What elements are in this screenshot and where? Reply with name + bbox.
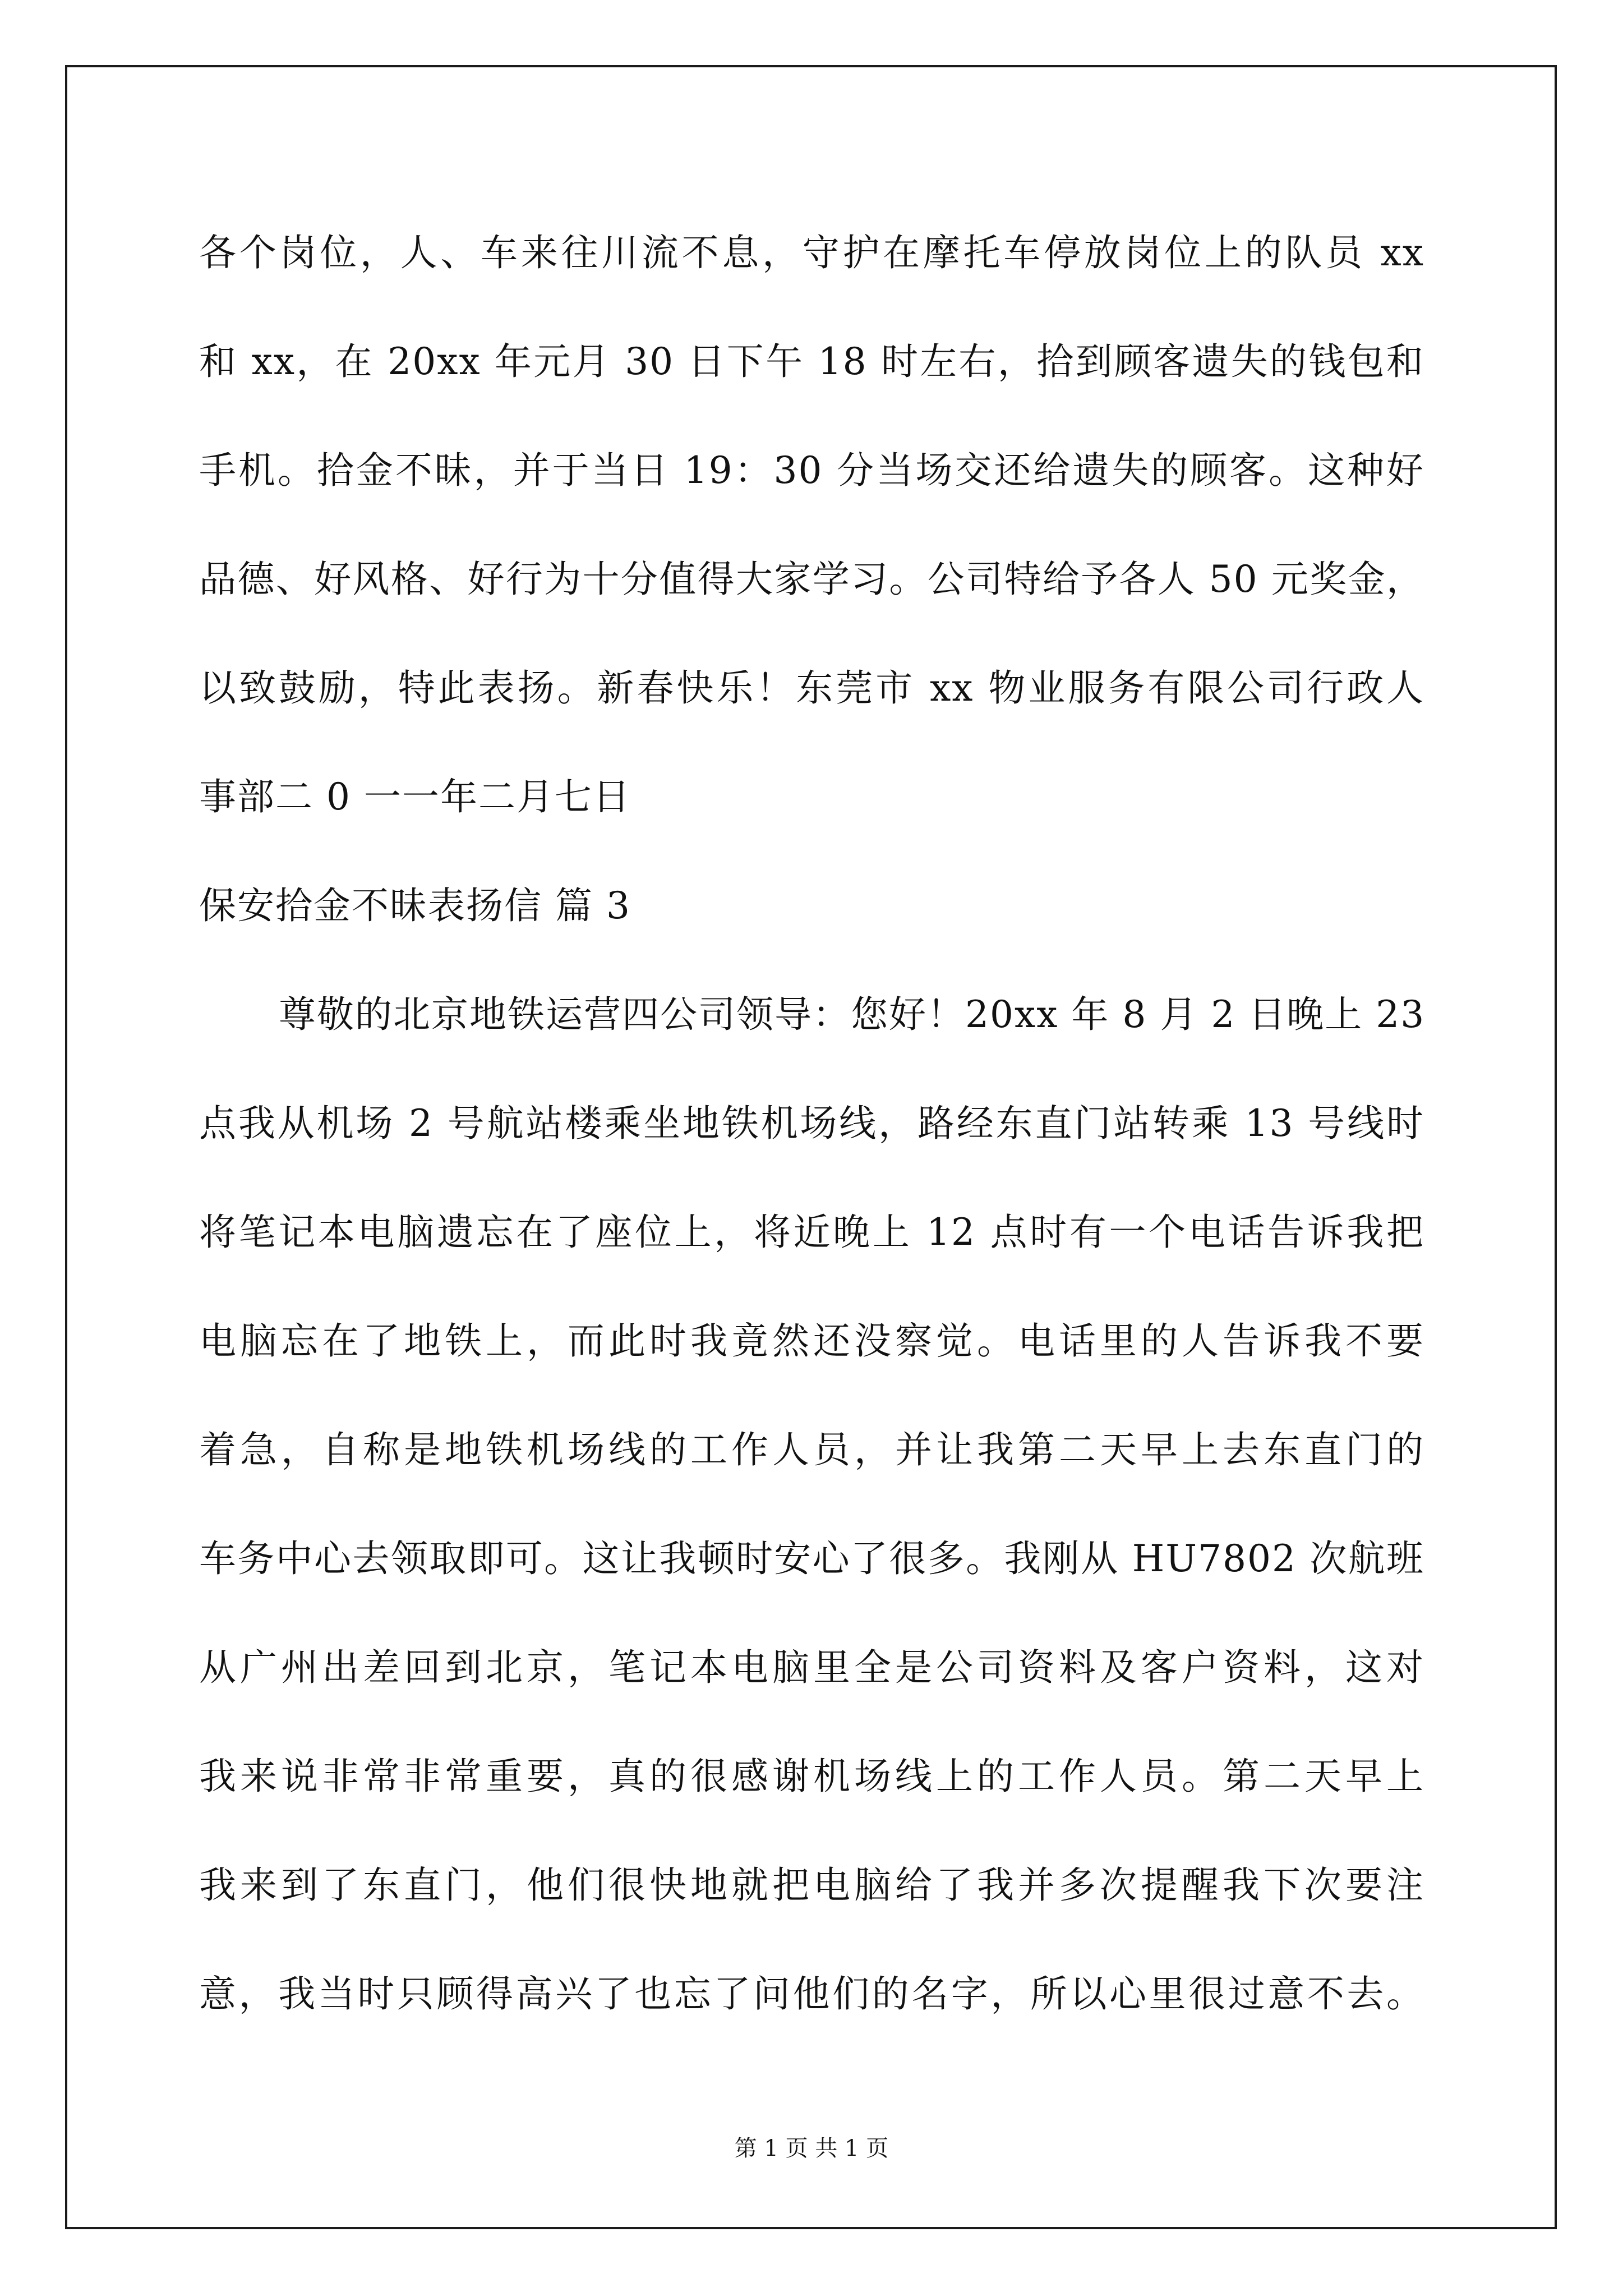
letter-line-7: 从广州出差回到北京，笔记本电脑里全是公司资料及客户资料，这对 [199, 1646, 1424, 1689]
body-line-2: 和 xx，在 20xx 年元月 30 日下午 18 时左右，拾到顾客遗失的钱包和 [199, 340, 1424, 383]
body-line-1: 各个岗位，人、车来往川流不息，守护在摩托车停放岗位上的队员 xx [199, 231, 1424, 274]
letter-line-9: 我来到了东直门，他们很快地就把电脑给了我并多次提醒我下次要注 [199, 1864, 1424, 1907]
letter-line-3: 将笔记本电脑遗忘在了座位上，将近晚上 12 点时有一个电话告诉我把 [199, 1211, 1424, 1254]
letter-line-8: 我来说非常非常重要，真的很感谢机场线上的工作人员。第二天早上 [199, 1755, 1424, 1798]
letter-salutation-line: 尊敬的北京地铁运营四公司领导：您好！20xx 年 8 月 2 日晚上 23 [279, 993, 1426, 1036]
letter-line-2: 点我从机场 2 号航站楼乘坐地铁机场线，路经东直门站转乘 13 号线时 [199, 1102, 1424, 1145]
body-line-3: 手机。拾金不昧，并于当日 19：30 分当场交还给遗失的顾客。这种好 [199, 449, 1424, 492]
body-line-4: 品德、好风格、好行为十分值得大家学习。公司特给予各人 50 元奖金， [199, 558, 1424, 601]
section-heading: 保安拾金不昧表扬信 篇 3 [199, 884, 631, 927]
letter-line-6: 车务中心去领取即可。这让我顿时安心了很多。我刚从 HU7802 次航班 [199, 1537, 1424, 1580]
letter-line-10: 意，我当时只顾得高兴了也忘了问他们的名字，所以心里很过意不去。 [199, 1972, 1424, 2016]
letter-line-5: 着急，自称是地铁机场线的工作人员，并让我第二天早上去东直门的 [199, 1428, 1424, 1471]
letter-line-4: 电脑忘在了地铁上，而此时我竟然还没察觉。电话里的人告诉我不要 [199, 1319, 1424, 1363]
body-line-5: 以致鼓励，特此表扬。新春快乐！东莞市 xx 物业服务有限公司行政人 [199, 666, 1424, 710]
page-footer: 第 1 页 共 1 页 [734, 2136, 889, 2161]
body-line-6: 事部二 0 一一年二月七日 [199, 775, 631, 818]
